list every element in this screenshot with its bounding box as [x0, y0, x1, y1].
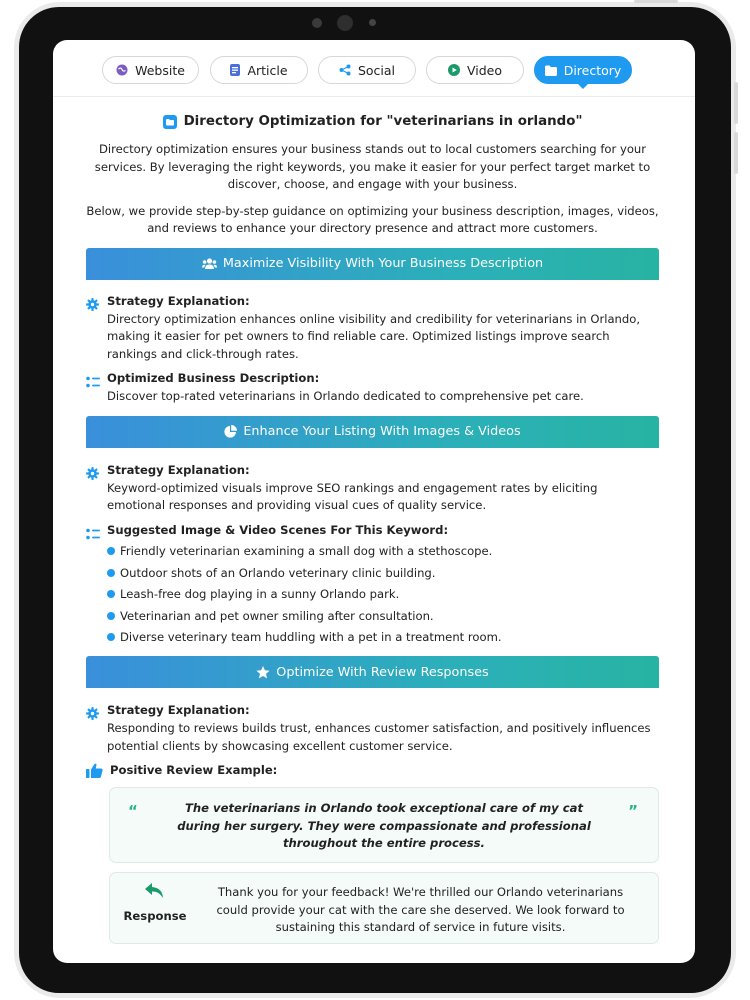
side-button-upper	[734, 82, 738, 124]
tab-label: Website	[135, 62, 185, 78]
folder-icon	[545, 65, 557, 76]
optimized-description-heading: Optimized Business Description:	[107, 371, 320, 385]
tab-article[interactable]	[210, 56, 308, 84]
quote-open-icon: “	[128, 802, 138, 820]
strategy-text: Directory optimization enhances online visibility and credibility for veterinarians in Orlando, making it easier for pet owners to find reliable care. Optimized listings improve search rankings and click-through rates.	[107, 311, 641, 361]
scenes-block	[86, 523, 659, 649]
intro-paragraph: Directory optimization ensures your business stands out to local customers searching for your services. By leveraging the right keywords, you make it easier for your perfect target market to discover, choose, and engage with your business.	[94, 142, 651, 191]
pie-chart-icon	[224, 425, 237, 438]
section-title: Optimize With Review Responses	[276, 664, 489, 680]
gear-icon	[86, 296, 99, 315]
scene-text: Leash-free dog playing in a sunny Orlando park.	[120, 587, 400, 602]
strategy-block	[86, 463, 659, 515]
top-button	[634, 0, 678, 3]
bullet-icon	[107, 590, 115, 598]
bullet-icon	[107, 612, 115, 620]
strategy-heading: Strategy Explanation:	[107, 293, 250, 308]
gear-icon	[86, 705, 99, 724]
section-banner-reviews	[86, 656, 659, 688]
share-icon	[339, 64, 351, 76]
positive-review-heading: Positive Review Example:	[110, 763, 278, 777]
folder-icon	[163, 115, 177, 129]
list-item	[107, 562, 659, 584]
quote-close-icon: ”	[628, 802, 638, 820]
scene-text: Diverse veterinary team huddling with a pet in a treatment room.	[120, 630, 502, 645]
globe-icon	[116, 64, 128, 76]
scenes-list	[86, 541, 659, 649]
camera-sensor-icon	[312, 18, 322, 28]
bullet-icon	[107, 569, 115, 577]
screen	[53, 40, 695, 963]
list-item	[107, 584, 659, 606]
scenes-heading: Suggested Image & Video Scenes For This Keyword:	[107, 522, 449, 537]
play-icon	[448, 64, 460, 76]
tab-bar	[53, 40, 695, 97]
list-item	[107, 605, 659, 627]
positive-review-block	[86, 763, 659, 777]
list-item	[107, 541, 659, 563]
strategy-block	[86, 294, 659, 364]
strategy-text: Keyword-optimized visuals improve SEO rankings and engagement rates by eliciting emotional responses and providing visual cues of quality service.	[107, 480, 598, 512]
tab-label: Video	[466, 62, 503, 78]
section-banner-media	[86, 416, 659, 448]
content	[53, 114, 695, 944]
camera-flash-icon	[369, 19, 376, 26]
document-icon	[230, 64, 240, 76]
strategy-text: Responding to reviews builds trust, enhances customer satisfaction, and positively influences potential clients by showcasing excellent customer service.	[107, 721, 651, 753]
section-title: Maximize Visibility With Your Business Description	[222, 256, 544, 271]
review-quote-card	[109, 787, 659, 863]
optimized-description-text: Discover top-rated veterinarians in Orlando dedicated to comprehensive pet care.	[107, 389, 584, 403]
scene-text: Veterinarian and pet owner smiling after consultation.	[120, 608, 434, 623]
response-text: Thank you for your feedback! We're thrilled our Orlando veterinarians could provide your cat with the care she deserved. We look forward to sustaining this standard of service in future visits.	[216, 885, 625, 934]
tab-social[interactable]	[318, 56, 416, 84]
strategy-block	[86, 703, 659, 755]
thumbs-up-icon	[86, 763, 103, 782]
tab-label: Directory	[563, 62, 622, 78]
response-label-group	[110, 883, 200, 923]
tab-directory[interactable]	[534, 56, 632, 84]
star-icon	[256, 666, 270, 679]
tab-website[interactable]	[102, 56, 199, 84]
bullet-icon	[107, 547, 115, 555]
tab-label: Article	[247, 62, 288, 78]
bullet-icon	[107, 633, 115, 641]
strategy-heading: Strategy Explanation:	[107, 462, 250, 477]
list-icon	[86, 525, 100, 544]
review-text: The veterinarians in Orlando took exceptional care of my cat during her surgery. They were compassionate and professional throughout the entire process.	[177, 801, 591, 850]
reply-icon	[145, 884, 165, 903]
camera-lens-icon	[337, 15, 353, 31]
gear-icon	[86, 465, 99, 484]
side-button-lower	[734, 132, 738, 174]
section-title: Enhance Your Listing With Images & Videos	[243, 424, 521, 439]
list-icon	[86, 373, 100, 392]
scene-text: Outdoor shots of an Orlando veterinary clinic building.	[120, 565, 436, 580]
intro-paragraph-2: Below, we provide step-by-step guidance on optimizing your business description, images, videos, and reviews to enhance your directory presence and attract more customers.	[86, 203, 659, 235]
optimized-description-block	[86, 371, 659, 406]
scene-text: Friendly veterinarian examining a small dog with a stethoscope.	[120, 544, 493, 559]
list-item	[107, 627, 659, 649]
response-card	[109, 872, 659, 944]
page-title	[86, 114, 659, 129]
strategy-heading: Strategy Explanation:	[107, 703, 250, 717]
page-title-text: Directory Optimization for "veterinarians in orlando"	[183, 114, 583, 129]
response-label: Response	[123, 909, 187, 923]
tab-video[interactable]	[426, 56, 524, 84]
tab-label: Social	[357, 62, 396, 78]
users-icon	[202, 258, 217, 269]
section-banner-description	[86, 248, 659, 280]
